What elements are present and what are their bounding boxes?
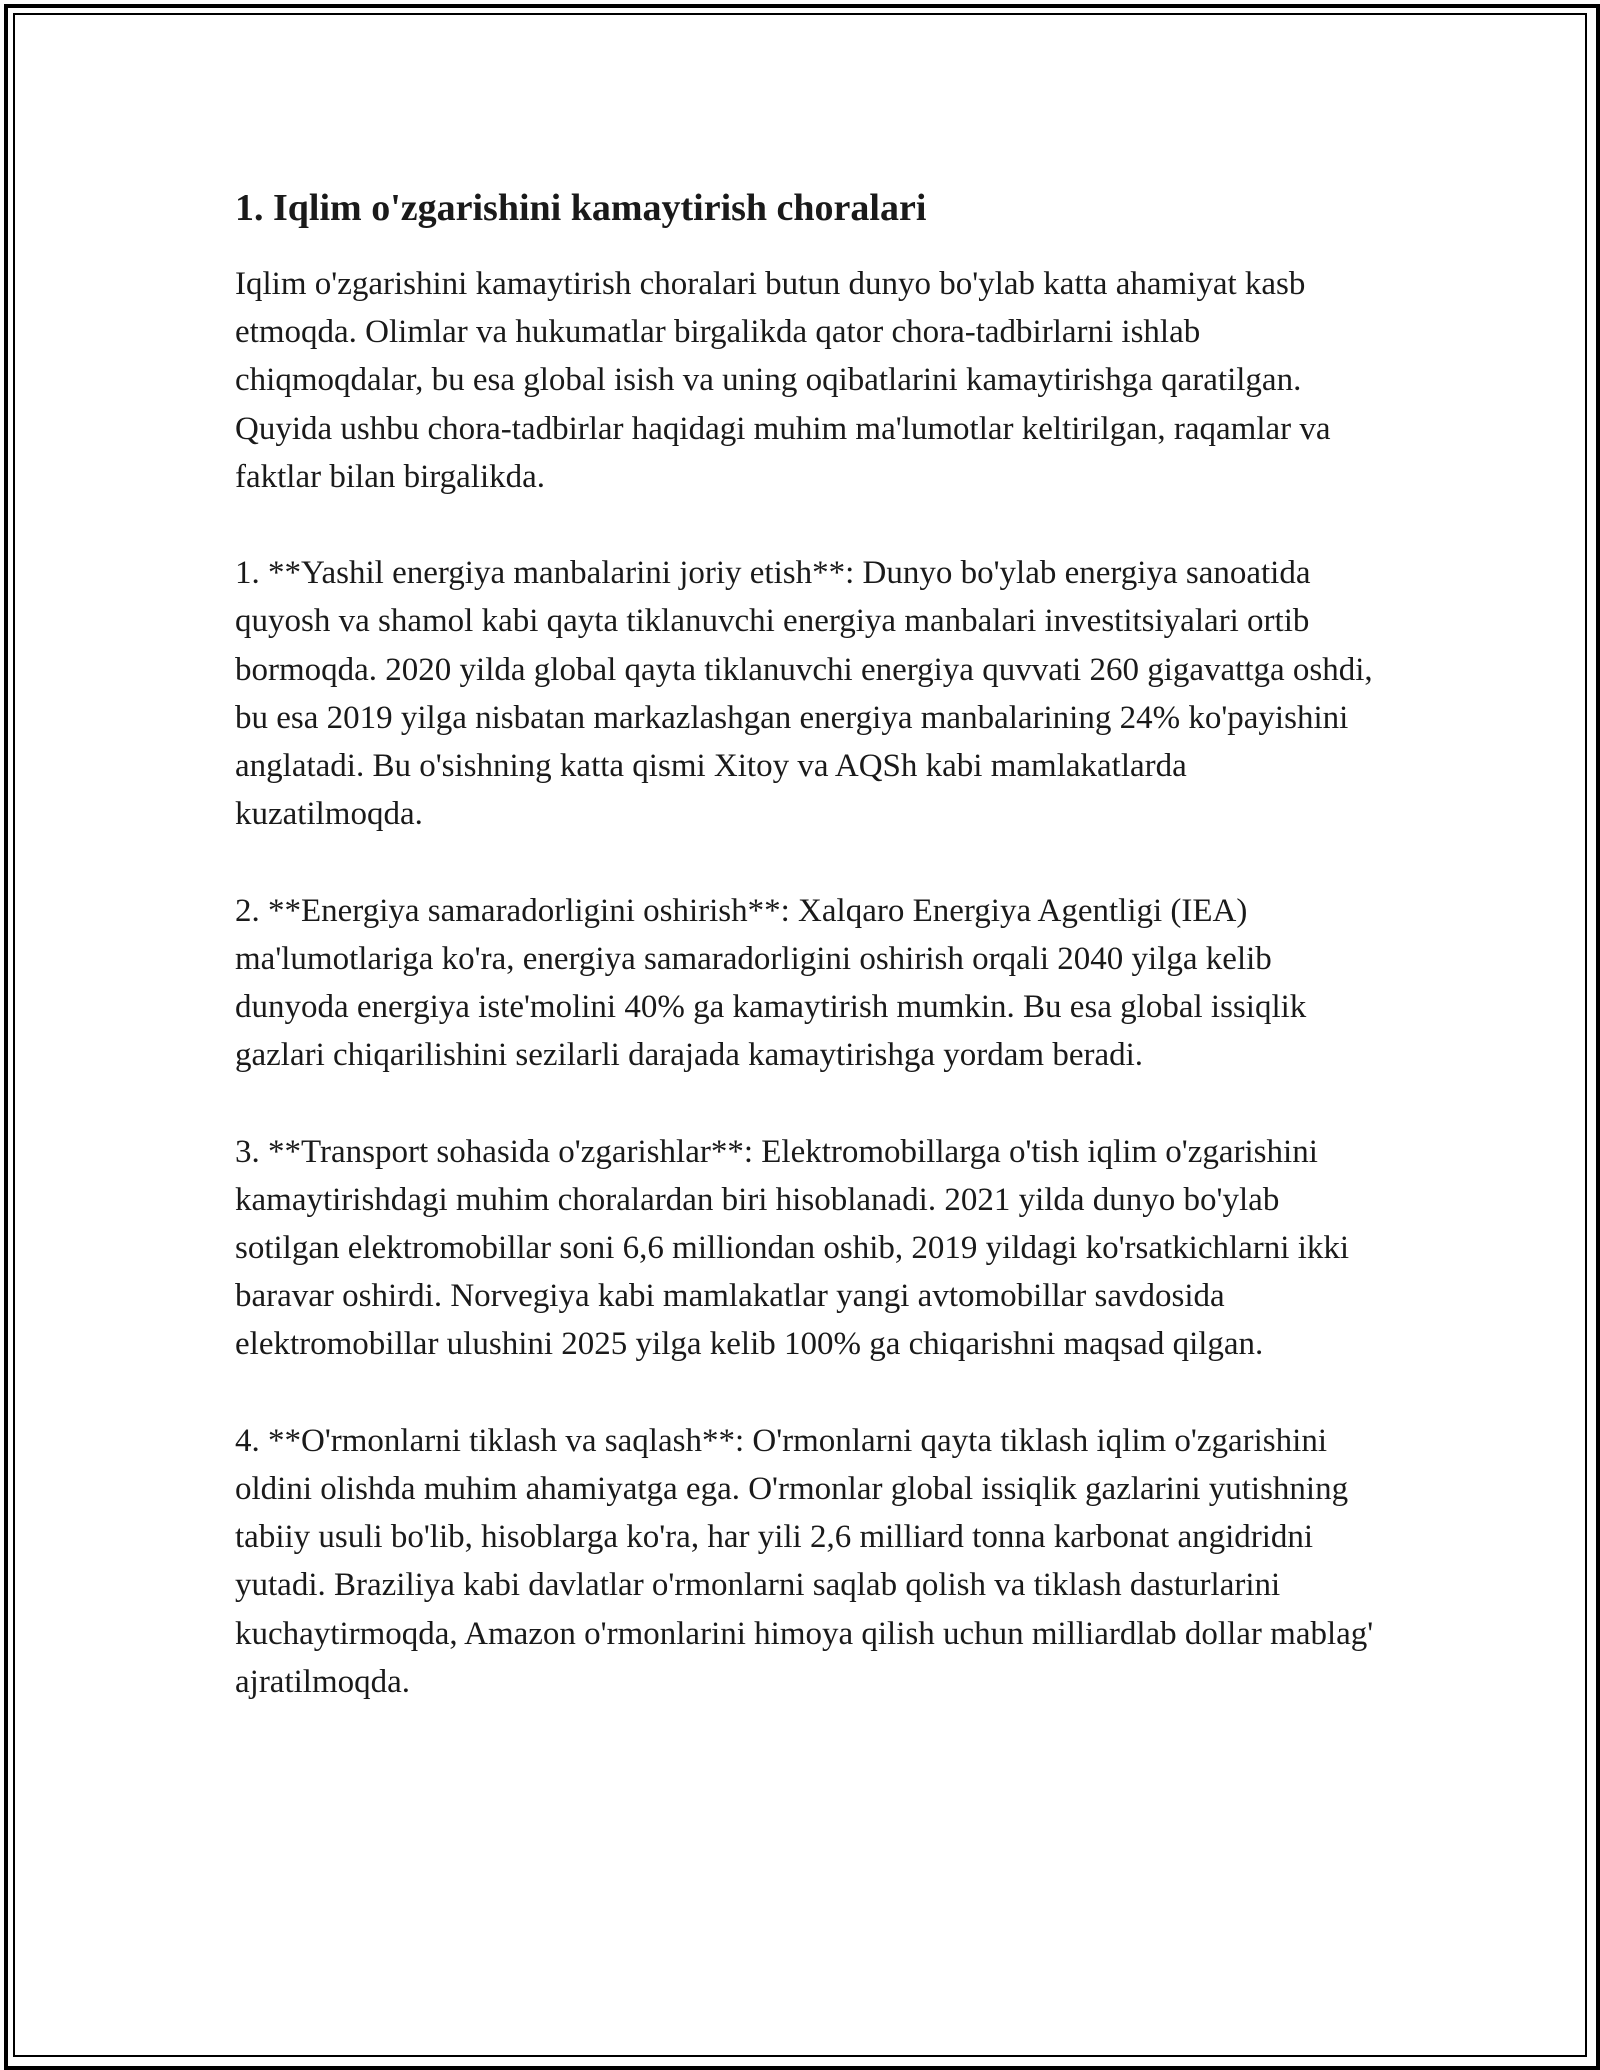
document-title: 1. Iqlim o'zgarishini kamaytirish choralari [235,187,927,229]
paragraph-forests: 4. **O'rmonlarni tiklash va saqlash**: O'rmonlarni qayta tiklash iqlim o'zgarishini oldini olishda muhim ahamiyatga ega. O'rmonlar global issiqlik gazlarini yutishning tabiiy usuli bo'lib, hisoblarga ko'ra, har yili 2,6 milliard tonna karbonat angidridni yutadi. Braziliya kabi davlatlar o'rmonlarni saqlab qolish va tiklash dasturlarini kuchaytirmoqda, Amazon o'rmonlarini himoya qilish uchun milliardlab dollar mablag' ajratilmoqda. [235,1422,1374,1700]
paragraph-green-energy: 1. **Yashil energiya manbalarini joriy etish**: Dunyo bo'ylab energiya sanoatida quyosh va shamol kabi qayta tiklanuvchi energiya manbalari investitsiyalari ortib bormoqda. 2020 yilda global qayta tiklanuvchi energiya quvvati 260 gigavattga oshdi, bu esa 2019 yilga nisbatan markazlashgan energiya manbalarining 24% ko'payishini anglatadi. Bu o'sishning katta qismi Xitoy va AQSh kabi mamlakatlarda kuzatilmoqda. [235,555,1373,833]
document-body [235,184,1375,1706]
paragraph-transport: 3. **Transport sohasida o'zgarishlar**: Elektromobillarga o'tish iqlim o'zgarishini kamaytirishdagi muhim choralardan biri hisoblanadi. 2021 yilda dunyo bo'ylab sotilgan elektromobillar soni 6,6 milliondan oshib, 2019 yildagi ko'rsatkichlarni ikki baravar oshirdi. Norvegiya kabi mamlakatlar yangi avtomobillar savdosida elektromobillar ulushini 2025 yilga kelib 100% ga chiqarishni maqsad qilgan. [235,1133,1350,1363]
paragraph-intro: Iqlim o'zgarishini kamaytirish choralari butun dunyo bo'ylab katta ahamiyat kasb etmoqda. Olimlar va hukumatlar birgalikda qator chora-tadbirlarni ishlab chiqmoqdalar, bu esa global isish va uning oqibatlarini kamaytirishga qaratilgan. Quyida ushbu chora-tadbirlar haqidagi muhim ma'lumotlar keltirilgan, raqamlar va faktlar bilan birgalikda. [235,266,1331,495]
paragraph-energy-efficiency: 2. **Energiya samaradorligini oshirish**: Xalqaro Energiya Agentligi (IEA) ma'lumotlariga ko'ra, energiya samaradorligini oshirish orqali 2040 yilga kelib dunyoda energiya iste'molini 40% ga kamaytirish mumkin. Bu esa global issiqlik gazlari chiqarilishini sezilarli darajada kamaytirishga yordam beradi. [235,892,1307,1074]
